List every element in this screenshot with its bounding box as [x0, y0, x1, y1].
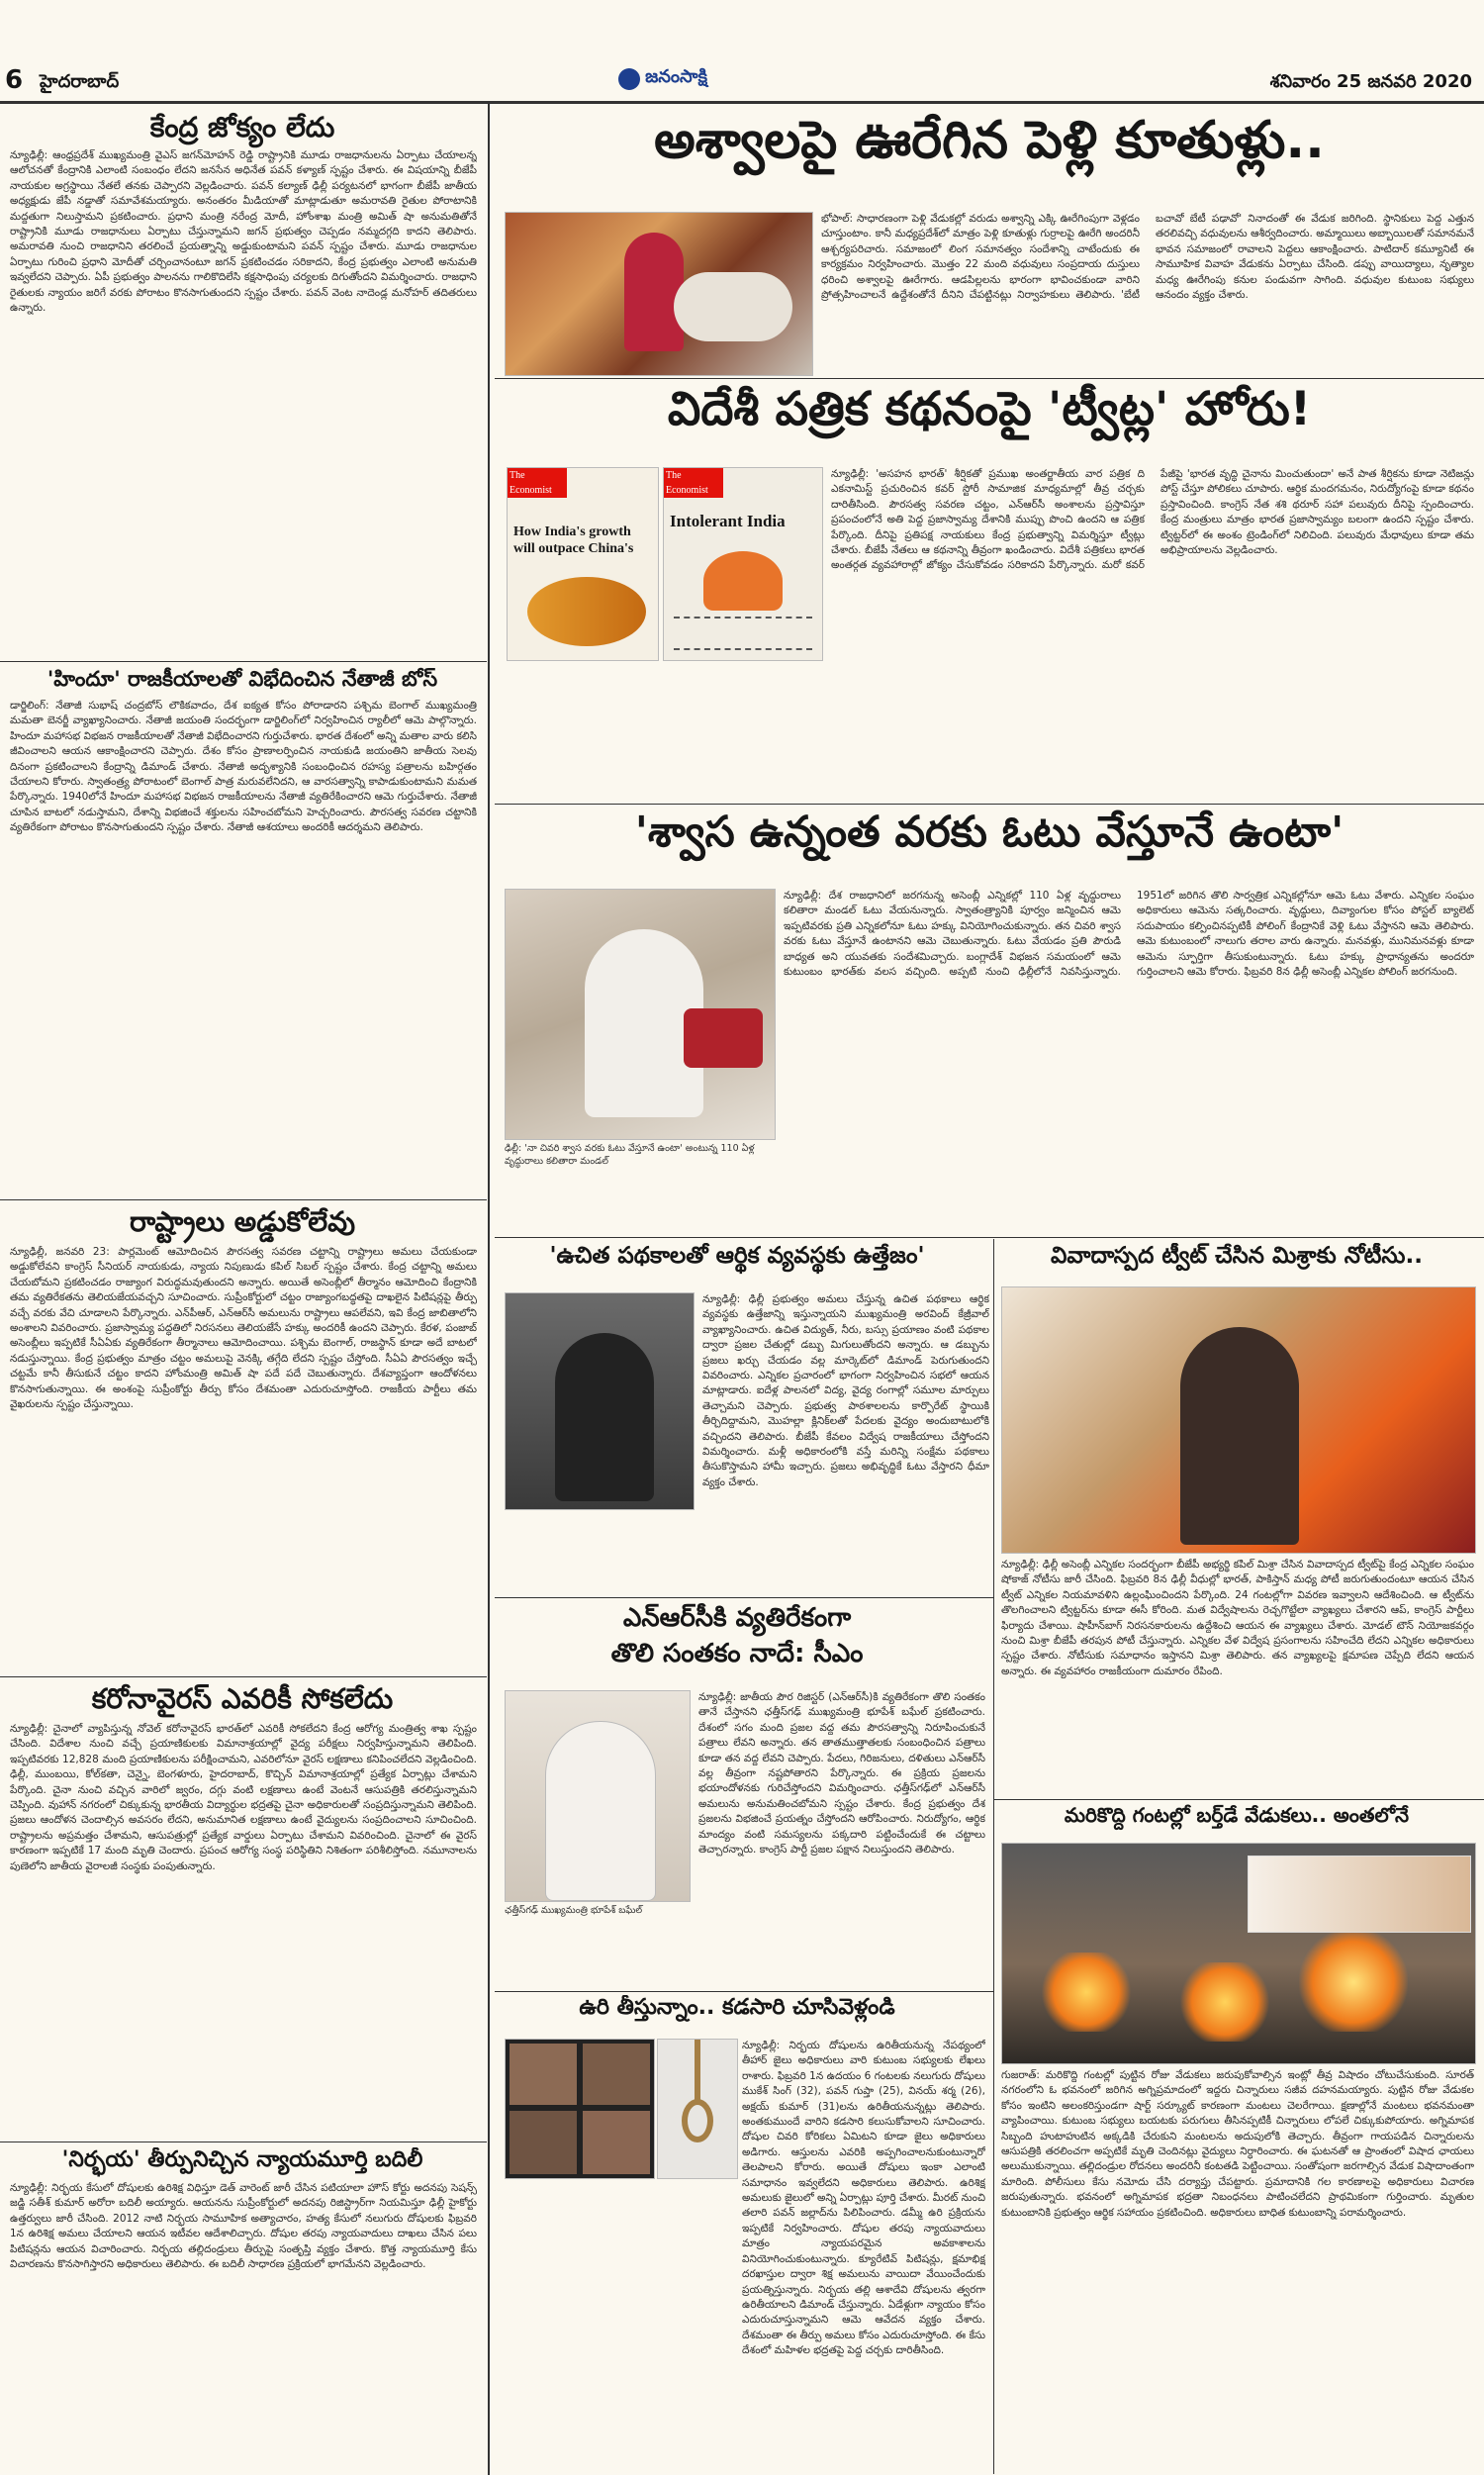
a12-headline: ఉరి తీస్తున్నాం.. కడసారి చూసివెళ్లండి	[579, 1995, 895, 2020]
horse-shape	[674, 272, 792, 341]
a2-headline: 'హిందూ' రాజకీయాలతో విభేదించిన నేతాజీ బోస్	[46, 667, 438, 691]
a7-headline: విదేశీ పత్రిక కథనంపై 'ట్వీట్ల' హోరు!	[667, 382, 1312, 436]
noose-icon	[682, 2099, 713, 2142]
divider	[495, 1597, 993, 1598]
divider	[0, 1199, 487, 1200]
a1-body: న్యూఢిల్లీ: ఆంధ్రప్రదేశ్ ముఖ్యమంత్రి వైఎస్ జగన్‌మోహన్ రెడ్డి రాష్ట్రానికి మూడు రాజధానులను ఏర్పాటు చేయాలన్న ఆలోచనతో కేంద్రానికి ఎలాంటి సంబంధం లేదని జనసేన అధినేత పవన్ కళ్యాణ్ స్పష్టం చేశారు. ఈ విషయాన్ని బీజేపీ నాయకుల అగ్రస్థాయి నేతలే తనకు చెప్పారని వెల్లడించారు. పవన్ కల్యాణ్ ఢిల్లీ పర్యటనలో భాగంగా బీజేపీ జాతీయ అధ్యక్షుడు జేపీ నడ్డాతో సమావేశమయ్యారు. అనంతరం మీడియాతో మాట్లాడుతూ అమరావతి రైతుల పోరాటానికి మద్దతుగా నిలుస్తామని ప్రకటించారు. ప్రధాని మంత్రి నరేంద్ర మోదీ, హోంశాఖ మంత్రి అమిత్ షా అనుమతితోనే రాష్ట్రానికి మూడు రాజధానులు ఏర్పాటు చేస్తున్నామని జగన్ ప్రభుత్వం చెప్పడం నమ్మదగ్గది కాదని తెలిపారు. అమరావతి నుంచి రాజధానిని తరలించే ప్రయత్నాన్ని అడ్డుకుంటామని పవన్ స్పష్టం చేశారు. మూడు రాజధానుల ఏర్పాటు గురించి ప్రధాని మోదీతో చర్చించానంటూ జగన్ ప్రకటించడం సరికాదని, కేంద్ర ప్రభుత్వం ఎలాంటి అనుమతి ఇవ్వలేదని చెప్పారు. ఏపీ ప్రభుత్వం పాలనను గాలికొదిలేసి కక్షసాధింపు చర్యలకు దిగుతోందని విమర్శించారు. రాజధాని రైతులకు న్యాయం జరిగే వరకు పోరాటం కొనసాగుతుందని స్పష్టం చేశారు. పవన్ వెంట నాదెండ్ల మనోహర్ తదితరులు ఉన్నారు.	[10, 149, 477, 315]
a12-body: న్యూఢిల్లీ: నిర్భయ దోషులను ఉరితీయనున్న నేపథ్యంలో తీహార్ జైలు అధికారులు వారి కుటుంబ సభ్యులకు లేఖలు రాశారు. ఫిబ్రవరి 1న ఉదయం 6 గంటలకు నలుగురు దోషులు ముకేశ్ సింగ్ (32), పవన్ గుప్తా (25), వినయ్ శర్మ (26), అక్షయ్ కుమార్ (31)లను ఉరితీయనున్నట్లు తెలిపారు. అంతకుముందే వారిని కడసారి కలుసుకోవాలని సూచించారు. దోషుల చివరి కోరికలు ఏమిటని కూడా జైలు అధికారులు అడిగారు. ఆస్తులను ఎవరికి అప్పగించాలనుకుంటున్నారో తెలపాలని కోరారు. అయితే దోషులు ఇంకా ఎలాంటి సమాధానం ఇవ్వలేదని అధికారులు తెలిపారు. ఉరిశిక్ష అమలుకు జైలులో అన్ని ఏర్పాట్లు పూర్తి చేశారు. మీరట్ నుంచి తలారి పవన్ జల్లాద్‌ను పిలిపించారు. డమ్మీ ఉరి ప్రక్రియను ఇప్పటికే నిర్వహించారు. దోషుల తరపు న్యాయవాదులు మాత్రం న్యాయపరమైన అవకాశాలను వినియోగించుకుంటున్నారు. క్యూరేటివ్ పిటిషన్లు, క్షమాభిక్ష దరఖాస్తుల ద్వారా శిక్ష అమలును వాయిదా వేయించేందుకు ప్రయత్నిస్తున్నారు. నిర్భయ తల్లి ఆశాదేవి దోషులను త్వరగా ఉరితీయాలని డిమాండ్ చేస్తున్నారు. ఏడేళ్లుగా న్యాయం కోసం ఎదురుచూస్తున్నామని ఆమె ఆవేదన వ్యక్తం చేశారు. దేశమంతా ఈ తీర్పు అమలు కోసం ఎదురుచూస్తోంది. ఈ కేసు దేశంలో మహిళల భద్రతపై పెద్ద చర్చకు దారితీసింది.	[742, 2040, 985, 2357]
cover-headline-growth: How India's growth will outpace China's	[513, 524, 634, 556]
a6-headline: అశ్వాలపై ఊరేగిన పెళ్లి కూతుళ్లు..	[654, 111, 1325, 170]
person-figure-shape	[545, 1721, 656, 1901]
economist-logo: The Economist	[508, 468, 567, 498]
economist-cover-growth	[507, 467, 659, 661]
masthead	[0, 0, 1484, 103]
bhupesh-baghel-photo	[505, 1690, 691, 1902]
a3-body: న్యూఢిల్లీ, జనవరి 23: పార్లమెంట్ ఆమోదించిన పౌరసత్వ సవరణ చట్టాన్ని రాష్ట్రాలు అమలు చేయకుండా అడ్డుకోలేవని కాంగ్రెస్ సీనియర్ నాయకుడు, న్యాయ నిపుణుడు కపిల్ సిబల్ స్పష్టం చేశారు. కేంద్ర చట్టాన్ని అమలు చేయబోమని ప్రకటించడం రాజ్యాంగ విరుద్ధమవుతుందని అన్నారు. అయితే అసెంబ్లీలో తీర్మానం ఆమోదించి కేంద్రానికి తమ వ్యతిరేకతను తెలియజేయవచ్చని సూచించారు. సుప్రీంకోర్టులో చట్టం రాజ్యాంగబద్ధతపై దాఖలైన పిటిషన్లపై తీర్పు వచ్చే వరకు వేచి చూడాలని పేర్కొన్నారు. ఎన్‌పీఆర్, ఎన్‌ఆర్‌సీ అమలును రాష్ట్రాలు ఆపలేవని, ఇవి కేంద్ర జాబితాలోని అంశాలని వివరించారు. ప్రజాస్వామ్య పద్ధతిలో నిరసనలు తెలియజేసే హక్కు అందరికీ ఉందని చెప్పారు. కేరళ, పంజాబ్ అసెంబ్లీలు ఇప్పటికే సీఏఏకు వ్యతిరేకంగా తీర్మానాలు ఆమోదించాయి. పశ్చిమ బెంగాల్, రాజస్థాన్ కూడా అదే బాటలో నడుస్తున్నాయి. కేంద్ర ప్రభుత్వం మాత్రం చట్టం అమలుపై వెనక్కి తగ్గేది లేదని స్పష్టం చేస్తోంది. సీఏఏ పౌరసత్వం ఇచ్చే చట్టమే కానీ తీసుకునే చట్టం కాదని హోంమంత్రి అమిత్ షా పదే పదే చెబుతున్నారు. దేశవ్యాప్తంగా ఆందోళనలు కొనసాగుతున్నాయి. ఈ అంశంపై సుప్రీంకోర్టు తీర్పు కోసం దేశమంతా ఎదురుచూస్తోంది. రాజకీయ పార్టీలు తమ వైఖరులను స్పష్టం చేస్తున్నాయి.	[10, 1246, 477, 1411]
building-fire-photo	[1001, 1843, 1476, 2064]
a4-body: న్యూఢిల్లీ: చైనాలో వ్యాపిస్తున్న నోవెల్ కరోనావైరస్ భారత్‌లో ఎవరికీ సోకలేదని కేంద్ర ఆరోగ్య మంత్రిత్వ శాఖ స్పష్టం చేసింది. విదేశాల నుంచి వచ్చే ప్రయాణికులకు విమానాశ్రయాల్లో వైద్య పరీక్షలు నిర్వహిస్తున్నామని తెలిపింది. ఇప్పటివరకు 12,828 మంది ప్రయాణికులను పరీక్షించామని, ఎవరిలోనూ వైరస్ లక్షణాలు కనిపించలేదని వెల్లడించింది. ఢిల్లీ, ముంబయి, కోల్‌కతా, చెన్నై, బెంగళూరు, హైదరాబాద్, కొచ్చిన్ విమానాశ్రయాల్లో ప్రత్యేక ఏర్పాట్లు చేశామని పేర్కొంది. చైనా నుంచి వచ్చిన వారిలో జ్వరం, దగ్గు వంటి లక్షణాలు ఉంటే వెంటనే ఆసుపత్రికి తరలిస్తున్నామని చెప్పింది. వుహాన్ నగరంలో చిక్కుకున్న భారతీయ విద్యార్థుల భద్రతపై చైనా అధికారులతో సంప్రదిస్తున్నామని తెలిపింది. ప్రజలు ఆందోళన చెందాల్సిన అవసరం లేదని, అనుమానిత లక్షణాలు ఉంటే వైద్యులను సంప్రదించాలని సూచించింది. రాష్ట్రాలను అప్రమత్తం చేశామని, ఆసుపత్రుల్లో ప్రత్యేక వార్డులు ఏర్పాటు చేశామని వివరించింది. చైనాలో ఈ వైరస్ కారణంగా ఇప్పటికే 17 మంది మృతి చెందారు. ప్రపంచ ఆరోగ్య సంస్థ పరిస్థితిని నిశితంగా పరిశీలిస్తోంది. నమూనాలను పుణెలోని జాతీయ వైరాలజీ సంస్థకు పంపుతున్నారు.	[10, 1723, 477, 1872]
a11-headline-line1: ఎన్‌ఆర్‌సీకి వ్యతిరేకంగా	[622, 1603, 852, 1633]
logo-emblem-icon	[618, 68, 640, 90]
noose-photo	[657, 2039, 738, 2179]
red-blanket-shape	[684, 1008, 763, 1068]
a8-headline: 'శ్వాస ఉన్నంత వరకు ఓటు వేస్తూనే ఉంటా'	[634, 808, 1345, 857]
column-divider	[993, 1239, 994, 2474]
divider	[0, 1676, 487, 1677]
a3-headline: రాష్ట్రాలు అడ్డుకోలేవు	[129, 1205, 356, 1238]
a5-headline: 'నిర్భయ' తీర్పునిచ్చిన న్యాయమూర్తి బదిలీ	[61, 2147, 423, 2172]
paper-name: జనంసాక్షి	[645, 66, 707, 87]
a8-body: న్యూఢిల్లీ: దేశ రాజధానిలో జరగనున్న అసెంబ్లీ ఎన్నికల్లో 110 ఏళ్ల వృద్ధురాలు కలితారా మండల్ ఓటు వేయనున్నారు. స్వాతంత్ర్యానికి పూర్వం జన్మించిన ఆమె ఇప్పటివరకు ప్రతి ఎన్నికలోనూ ఓటు హక్కు వినియోగించుకున్నారు. తన చివరి శ్వాస వరకు ఓటు వేస్తూనే ఉంటానని ఆమె చెబుతున్నారు. ఓటు వేయడం ప్రతి పౌరుడి బాధ్యత అని యువతకు సందేశమిచ్చారు. బంగ్లాదేశ్ విభజన సమయంలో ఆమె కుటుంబం భారత్‌కు వలస వచ్చింది. అప్పటి నుంచి ఢిల్లీలోనే నివసిస్తున్నారు. 1951లో జరిగిన తొలి సార్వత్రిక ఎన్నికల్లోనూ ఆమె ఓటు వేశారు. ఎన్నికల సంఘం అధికారులు ఆమెను సత్కరించారు. వృద్ధులు, దివ్యాంగుల కోసం పోస్టల్ బ్యాలెట్ సదుపాయం కల్పించినప్పటికీ పోలింగ్ కేంద్రానికే వెళ్లి ఓటు వేస్తానని ఆమె తెలిపారు. ఆమె కుటుంబంలో నాలుగు తరాల వారు ఉన్నారు. మనవళ్లు, మునిమనవళ్లు కూడా ఆమెను స్ఫూర్తిగా తీసుకుంటున్నారు. ఓటు హక్కు ప్రాధాన్యతను అందరూ గుర్తించాలని ఆమె కోరారు. ఫిబ్రవరి 8న ఢిల్లీ అసెంబ్లీ ఎన్నికల పోలింగ్ జరగనుంది.	[784, 890, 1474, 979]
divider	[495, 1991, 993, 1992]
mugshot	[510, 2111, 577, 2174]
edition-label: హైదరాబాద్	[40, 71, 120, 92]
person-figure-shape	[1180, 1327, 1299, 1545]
a10-body: న్యూఢిల్లీ: ఢిల్లీ అసెంబ్లీ ఎన్నికల సందర్భంగా బీజేపీ అభ్యర్థి కపిల్ మిశ్రా చేసిన వివాదాస్పద ట్వీట్‌పై కేంద్ర ఎన్నికల సంఘం షోకాజ్ నోటీసు జారీ చేసింది. ఫిబ్రవరి 8న ఢిల్లీ వీధుల్లో భారత్, పాకిస్తాన్ మధ్య పోటీ జరుగుతుందంటూ ఆయన చేసిన ట్వీట్ ఎన్నికల నియమావళిని ఉల్లంఘించిందని పేర్కొంది. 24 గంటల్లోగా వివరణ ఇవ్వాలని ఆదేశించింది. ఆ ట్వీట్‌ను తొలగించాలని ట్విట్టర్‌ను కూడా ఈసీ కోరింది. మత విద్వేషాలను రెచ్చగొట్టేలా వ్యాఖ్యలు చేశారని ఆప్, కాంగ్రెస్ పార్టీలు ఫిర్యాదు చేశాయి. షాహీన్‌బాగ్ నిరసనకారులను ఉద్దేశించి ఆయన ఈ వ్యాఖ్యలు చేశారు. మోడల్ టౌన్ నియోజకవర్గం నుంచి మిశ్రా బీజేపీ తరపున పోటీ చేస్తున్నారు. ఎన్నికల వేళ విద్వేష ప్రసంగాలను సహించేది లేదని ఎన్నికల అధికారులు స్పష్టం చేశారు. నోటీసుకు సమాధానం ఇస్తానని మిశ్రా తెలిపారు. తన వ్యాఖ్యలపై క్షమాపణ చెప్పేది లేదని ఆయన అన్నారు. ఈ వ్యవహారం రాజకీయంగా దుమారం రేపింది.	[1001, 1559, 1474, 1677]
a9-headline: 'ఉచిత పథకాలతో ఆర్థిక వ్యవస్థకు ఉత్తేజం'	[549, 1243, 925, 1269]
paper-logo	[618, 66, 767, 96]
kejriwal-photo	[505, 1292, 695, 1510]
divider	[0, 661, 487, 662]
a11-caption: ఛత్తీస్‌గఢ్ ముఖ్యమంత్రి భూపేశ్ బఘేల్	[505, 1905, 643, 1916]
a4-headline: కరోనావైరస్ ఎవరికీ సోకలేదు	[91, 1682, 394, 1715]
issue-date: శనివారం 25 జనవరి 2020	[1269, 71, 1472, 92]
mugshot	[583, 2044, 650, 2105]
mugshot	[510, 2044, 577, 2105]
kapil-mishra-photo	[1001, 1286, 1476, 1554]
a8-caption: ఢిల్లీ: 'నా చివరి శ్వాస వరకు ఓటు వేస్తూనే ఉంటా' అంటున్న 110 ఏళ్ల వృద్ధురాలు కలితారా మండల్	[505, 1143, 755, 1167]
a5-body: న్యూఢిల్లీ: నిర్భయ కేసులో దోషులకు ఉరిశిక్ష విధిస్తూ డెత్ వారెంట్ జారీ చేసిన పటియాలా హౌస్ కోర్టు అదనపు సెషన్స్ జడ్జి సతీశ్ కుమార్ అరోరా బదిలీ అయ్యారు. ఆయనను సుప్రీంకోర్టులో అదనపు రిజిస్ట్రార్‌గా నియమిస్తూ ఢిల్లీ హైకోర్టు ఉత్తర్వులు జారీ చేసింది. 2012 నాటి నిర్భయ సామూహిక అత్యాచారం, హత్య కేసులో నలుగురు దోషులకు ఫిబ్రవరి 1న ఉరిశిక్ష అమలు చేయాలని ఆయన ఇటీవల ఆదేశాలిచ్చారు. దోషుల తరపు న్యాయవాదులు దాఖలు చేసిన పలు పిటిషన్లను ఆయన విచారించారు. నిర్భయ తల్లిదండ్రులు తీర్పుపై సంతృప్తి వ్యక్తం చేశారు. కొత్త న్యాయమూర్తి కేసు విచారణను కొనసాగిస్తారని అధికారులు తెలిపారు. ఈ బదిలీ సాధారణ ప్రక్రియలో భాగమేనని వెల్లడించారు.	[10, 2182, 477, 2271]
fire-shape	[1042, 1952, 1131, 2032]
cover-headline-intolerant: Intolerant India	[670, 512, 786, 530]
a11-headline-line2: తొలి సంతకం నాదే: సీఎం	[610, 1639, 864, 1668]
children-inset-photo	[1248, 1856, 1471, 1933]
tiger-illustration	[527, 577, 646, 646]
a9-body: న్యూఢిల్లీ: ఢిల్లీ ప్రభుత్వం అమలు చేస్తున్న ఉచిత పథకాలు ఆర్థిక వ్యవస్థకు ఉత్తేజాన్ని ఇస్తున్నాయని ముఖ్యమంత్రి అరవింద్ కేజ్రీవాల్ వ్యాఖ్యానించారు. ఉచిత విద్యుత్, నీరు, బస్సు ప్రయాణం వంటి పథకాల ద్వారా ప్రజల చేతుల్లో డబ్బు మిగులుతోందని అన్నారు. ఆ డబ్బును ప్రజలు ఖర్చు చేయడం వల్ల మార్కెట్‌లో డిమాండ్ పెరుగుతుందని వివరించారు. ఎన్నికల ప్రచారంలో భాగంగా నిర్వహించిన సభలో ఆయన మాట్లాడారు. ఐదేళ్ల పాలనలో విద్య, వైద్య రంగాల్లో సమూల మార్పులు తెచ్చామని చెప్పారు. ప్రభుత్వ పాఠశాలలను కార్పొరేట్ స్థాయికి తీర్చిదిద్దామని, మొహల్లా క్లినిక్‌లతో పేదలకు వైద్యం అందుబాటులోకి వచ్చిందని తెలిపారు. బీజేపీ కేవలం విద్వేష రాజకీయాలు చేస్తోందని విమర్శించారు. మళ్లీ అధికారంలోకి వస్తే మరిన్ని సంక్షేమ పథకాలు తీసుకొస్తామని హామీ ఇచ్చారు. ప్రజలు అభివృద్ధికే ఓటు వేస్తారని ధీమా వ్యక్తం చేశారు.	[702, 1293, 989, 1488]
fire-shape	[1180, 1962, 1269, 2042]
convicts-photo-grid	[505, 2039, 655, 2179]
divider	[495, 804, 1484, 805]
bride-figure-shape	[624, 233, 684, 351]
page-number: 6	[5, 65, 24, 95]
lotus-wire-illustration	[703, 551, 783, 611]
person-figure-shape	[555, 1333, 654, 1501]
economist-cover-intolerant	[663, 467, 823, 661]
barbed-wire-shape	[674, 617, 812, 650]
a11-body: న్యూఢిల్లీ: జాతీయ పౌర రిజిస్టర్ (ఎన్‌ఆర్‌సీ)కి వ్యతిరేకంగా తొలి సంతకం తానే చేస్తానని ఛత్తీస్‌గఢ్ ముఖ్యమంత్రి భూపేశ్ బఘేల్ ప్రకటించారు. దేశంలో సగం మంది ప్రజల వద్ద తమ పౌరసత్వాన్ని నిరూపించుకునే పత్రాలు లేవని అన్నారు. తన తాతముత్తాతలకు సంబంధించిన పత్రాలు కూడా తన వద్ద లేవని చెప్పారు. పేదలు, గిరిజనులు, దళితులు ఎన్‌ఆర్‌సీ వల్ల తీవ్రంగా నష్టపోతారని పేర్కొన్నారు. ఈ ప్రక్రియ ప్రజలను భయాందోళనకు గురిచేస్తోందని విమర్శించారు. ఛత్తీస్‌గఢ్‌లో ఎన్‌ఆర్‌సీ అమలును అనుమతించబోమని స్పష్టం చేశారు. కేంద్ర ప్రభుత్వం దేశ ప్రజలను విభజించే ప్రయత్నం చేస్తోందని ఆరోపించారు. నిరుద్యోగం, ఆర్థిక మాంద్యం వంటి సమస్యలను పక్కదారి పట్టించేందుకే ఈ చట్టాలు తెచ్చారన్నారు. కాంగ్రెస్ పార్టీ ప్రజల పక్షాన నిలుస్తుందని తెలిపారు.	[698, 1691, 985, 1856]
fire-shape	[1299, 1933, 1408, 2032]
elderly-voter-photo	[505, 889, 776, 1140]
a13-headline: మరికొద్ది గంటల్లో బర్త్‌డే వేడుకలు.. అంతలోనే	[1064, 1803, 1410, 1827]
brides-on-horses-photo	[505, 212, 813, 376]
divider	[994, 1799, 1484, 1800]
a7-body: న్యూఢిల్లీ: 'అసహన భారత్' శీర్షికతో ప్రముఖ అంతర్జాతీయ వార పత్రిక ది ఎకనామిస్ట్ ప్రచురించిన కవర్ స్టోరీ సామాజిక మాధ్యమాల్లో తీవ్ర చర్చకు దారితీసింది. పౌరసత్వ సవరణ చట్టం, ఎన్‌ఆర్‌సీ అంశాలను ప్రస్తావిస్తూ ప్రపంచంలోనే అతి పెద్ద ప్రజాస్వామ్య దేశానికి ముప్పు పొంచి ఉందని ఆ పత్రిక పేర్కొంది. దీనిపై ప్రతిపక్ష నాయకులు కేంద్ర ప్రభుత్వాన్ని విమర్శిస్తూ ట్వీట్లు చేశారు. బీజేపీ నేతలు ఆ కథనాన్ని తీవ్రంగా ఖండించారు. విదేశీ పత్రికలు భారత అంతర్గత వ్యవహారాల్లో జోక్యం చేసుకోవడం సరికాదని పేర్కొన్నారు. మరో కవర్ పేజీపై 'భారత వృద్ధి చైనాను మించుతుందా' అనే పాత శీర్షికను కూడా నెటిజన్లు పోస్ట్ చేస్తూ పోలికలు చూపారు. ఆర్థిక మందగమనం, నిరుద్యోగంపై కూడా కథనం ప్రస్తావించింది. కాంగ్రెస్ నేత శశి థరూర్ సహా పలువురు దీనిపై స్పందించారు. కేంద్ర మంత్రులు మాత్రం భారత ప్రజాస్వామ్యం బలంగా ఉందని స్పష్టం చేశారు. ట్విట్టర్‌లో ఈ అంశం ట్రెండింగ్‌లో నిలిచింది. పలువురు మేధావులు కూడా తమ అభిప్రాయాలను వెల్లడించారు.	[831, 468, 1474, 572]
masthead-rule	[0, 101, 1484, 104]
rope-shape	[695, 2040, 700, 2101]
column-divider	[488, 104, 490, 2475]
a13-body: గుజరాత్: మరికొద్ది గంటల్లో పుట్టిన రోజు వేడుకలు జరుపుకోవాల్సిన ఇంట్లో తీవ్ర విషాదం చోటుచేసుకుంది. సూరత్ నగరంలోని ఓ భవనంలో జరిగిన అగ్నిప్రమాదంలో ఇద్దరు చిన్నారులు సజీవ దహనమయ్యారు. పుట్టిన రోజు వేడుకల కోసం ఇంటిని అలంకరిస్తుండగా షార్ట్ సర్క్యూట్ కారణంగా మంటలు చెలరేగాయి. క్షణాల్లోనే మంటలు భవనమంతా వ్యాపించాయి. కుటుంబ సభ్యులు బయటకు పరుగులు తీసినప్పటికీ చిన్నారులు లోపలే చిక్కుకుపోయారు. అగ్నిమాపక సిబ్బంది హుటాహుటిన అక్కడికి చేరుకుని మంటలను అదుపులోకి తెచ్చారు. తీవ్రంగా గాయపడిన చిన్నారులను ఆసుపత్రికి తరలించగా అప్పటికే మృతి చెందినట్లు వైద్యులు నిర్ధారించారు. ఈ ఘటనతో ఆ ప్రాంతంలో విషాద ఛాయలు అలుముకున్నాయి. తల్లిదండ్రుల రోదనలు అందరినీ కంటతడి పెట్టించాయి. సంతోషంగా జరగాల్సిన వేడుక విషాదాంతంగా మారింది. పోలీసులు కేసు నమోదు చేసి దర్యాప్తు చేపట్టారు. ప్రమాదానికి గల కారణాలపై అధికారులు విచారణ జరుపుతున్నారు. భవనంలో అగ్నిమాపక భద్రతా నిబంధనలు పాటించలేదని ప్రాథమికంగా గుర్తించారు. మృతుల కుటుంబానికి ప్రభుత్వం ఆర్థిక సహాయం ప్రకటించింది. అధికారులు బాధిత కుటుంబాన్ని పరామర్శించారు.	[1001, 2069, 1474, 2219]
a10-headline: వివాదాస్పద ట్వీట్ చేసిన మిశ్రాకు నోటీసు..	[1051, 1243, 1423, 1269]
a1-headline: కేంద్ర జోక్యం లేదు	[149, 111, 335, 143]
divider	[495, 1237, 1484, 1238]
a2-body: డార్జిలింగ్: నేతాజీ సుభాష్ చంద్రబోస్ లౌకికవాదం, దేశ ఐక్యత కోసం పోరాడారని పశ్చిమ బెంగాల్ ముఖ్యమంత్రి మమతా బెనర్జీ వ్యాఖ్యానించారు. నేతాజీ జయంతి సందర్భంగా డార్జిలింగ్‌లో నిర్వహించిన ర్యాలీలో ఆమె పాల్గొన్నారు. హిందూ మహాసభ విభజన రాజకీయాలతో నేతాజీ విభేదించారని గుర్తుచేశారు. భారత దేశంలో అన్ని మతాల వారు కలిసి జీవించాలని ఆయన ఆకాంక్షించారని చెప్పారు. దేశం కోసం ప్రాణాలర్పించిన నాయకుడి జయంతిని జాతీయ సెలవు దినంగా ప్రకటించాలని కేంద్రాన్ని డిమాండ్ చేశారు. నేతాజీ అదృశ్యానికి సంబంధించిన రహస్య పత్రాలను బహిర్గతం చేయాలని కోరారు. స్వాతంత్ర్య పోరాటంలో బెంగాల్ పాత్ర మరువలేనిదని, ఆ వారసత్వాన్ని కాపాడుకుంటామని మమత పేర్కొన్నారు. 1940లోనే హిందూ మహాసభ విభజన రాజకీయాలను నేతాజీ వ్యతిరేకించారని ఆమె గుర్తుచేశారు. నేతాజీ చూపిన బాటలో నడుస్తామని, దేశాన్ని విభజించే శక్తులను సహించబోమని హెచ్చరించారు. పౌరసత్వ సవరణ చట్టానికి వ్యతిరేకంగా పోరాటం కొనసాగుతుందని స్పష్టం చేశారు. నేతాజీ ఆశయాలు అందరికీ ఆదర్శమని తెలిపారు.	[10, 700, 477, 834]
divider	[495, 378, 1484, 379]
a6-body: భోపాల్: సాధారణంగా పెళ్లి వేడుకల్లో వరుడు అశ్వాన్ని ఎక్కి ఊరేగింపుగా వెళ్లడం చూస్తుంటాం. కానీ మధ్యప్రదేశ్‌లో మాత్రం పెళ్లి కూతుళ్లు గుర్రాలపై ఊరేగి అందరినీ ఆశ్చర్యపరిచారు. సమాజంలో లింగ సమానత్వం సందేశాన్ని చాటేందుకు ఈ కార్యక్రమం నిర్వహించారు. మొత్తం 22 మంది వధువులు సంప్రదాయ దుస్తులు ధరించి అశ్వాలపై ఊరేగారు. ఆడపిల్లలను భారంగా భావించకుండా వారిని ప్రోత్సహించాలనే ఉద్దేశంతోనే దీనిని చేపట్టినట్లు నిర్వాహకులు తెలిపారు. 'బేటీ బచావో బేటీ పఢావో' నినాదంతో ఈ వేడుక జరిగింది. స్థానికులు పెద్ద ఎత్తున తరలివచ్చి వధువులను ఆశీర్వదించారు. అమ్మాయిలు అబ్బాయిలతో సమానమనే భావన సమాజంలో రావాలని పెద్దలు ఆకాంక్షించారు. పాటిదార్ కమ్యూనిటీ ఈ సామూహిక వివాహ వేడుకను ఏర్పాటు చేసింది. డప్పు వాయిద్యాలు, నృత్యాల మధ్య ఊరేగింపు కనుల పండువగా సాగింది. వధువుల కుటుంబ సభ్యులు ఆనందం వ్యక్తం చేశారు.	[821, 213, 1474, 302]
economist-logo: The Economist	[664, 468, 723, 498]
mugshot	[583, 2111, 650, 2174]
